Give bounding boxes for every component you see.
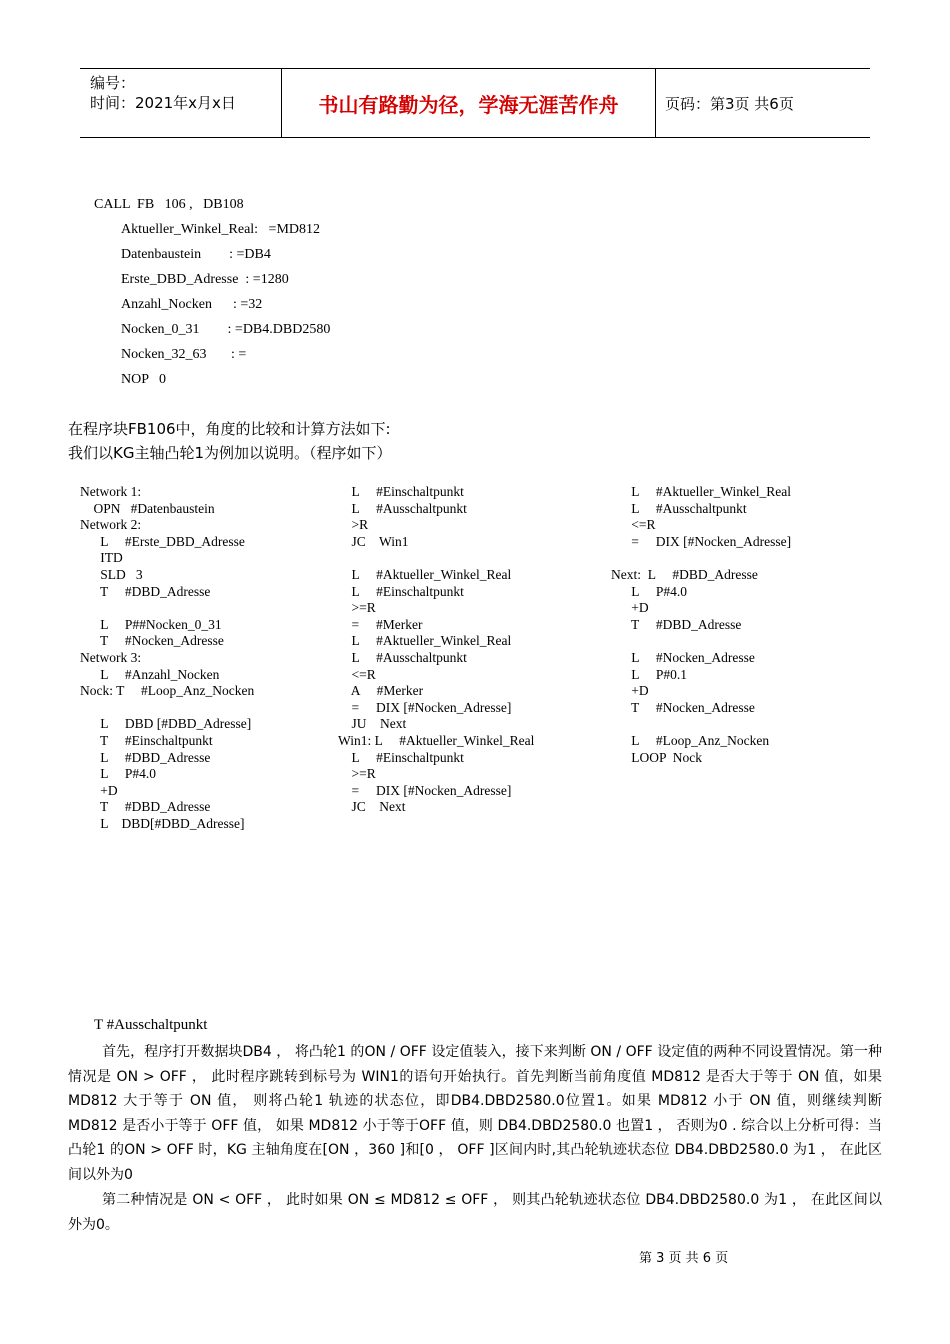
code-line: LOOP Nock xyxy=(611,749,702,765)
paragraph-text: 首先，程序打开数据块DB4 ， 将凸轮1 的ON / OFF 设定值装入，接下来判断 ON / OFF 设定值的两种不同设置情况。第一种情况是 ON > OFF ， 此时程序跳转到标号为 WIN1的语句开始执行。首先判断当前角度值 MD812 是否大于等于 ON 值，如果 MD812 大于等于 ON 值， 则将凸轮1 轨迹的状态位，即DB4.DBD2580.0位置1。如果 MD812 小于 ON 值，则继续判断 MD812 是否小于等于 OFF 值， 如果 MD812 小于等于OFF 值，则 DB4.DBD2580.0 也置1 ， 否则为0 . 综合以上分析可得：当凸轮1 的ON > OFF 时，KG 主轴角度在[ON ，360 ]和[0 ， OFF ]区间内时,其凸轮轨迹状态位 DB4.DBD2580.0 为1 ， 在此区间以外为0 xyxy=(68,1044,882,1183)
body-paragraph xyxy=(68,1040,882,1187)
code-line: L #Nocken_Adresse xyxy=(611,649,755,665)
call-line: NOP 0 xyxy=(121,372,166,387)
intro-text xyxy=(68,418,392,466)
date-label: 时间：2021年x月x日 xyxy=(90,94,236,112)
code-line: SLD 3 xyxy=(80,566,143,582)
code-line xyxy=(80,700,254,717)
call-line: Nocken_0_31 : =DB4.DBD2580 xyxy=(121,322,331,337)
call-line: Aktueller_Winkel_Real: =MD812 xyxy=(121,222,321,237)
code-line: >=R xyxy=(338,600,376,616)
code-line: = #Merker xyxy=(338,616,423,632)
code-line: L #Erste_DBD_Adresse xyxy=(80,533,245,549)
code-line: L #Aktueller_Winkel_Real xyxy=(611,484,792,499)
call-block xyxy=(94,196,330,396)
body-paragraph xyxy=(68,1188,882,1237)
code-column-2 xyxy=(338,484,534,816)
code-line: = DIX [#Nocken_Adresse] xyxy=(338,782,512,798)
call-line: Anzahl_Nocken : =32 xyxy=(121,297,263,312)
call-line: Erste_DBD_Adresse : =1280 xyxy=(121,272,289,287)
code-line: Next: L #DBD_Adresse xyxy=(611,566,758,582)
code-line: +D xyxy=(611,600,649,616)
number-label: 编号： xyxy=(90,74,136,92)
header-meta xyxy=(90,73,236,113)
call-line: CALL FB 106 , DB108 xyxy=(94,197,244,212)
code-line: L P#0.1 xyxy=(611,666,688,682)
code-line: T #Nocken_Adresse xyxy=(80,633,224,649)
code-line: Win1: L #Aktueller_Winkel_Real xyxy=(338,732,535,748)
code-line xyxy=(611,633,791,650)
code-line: T #DBD_Adresse xyxy=(80,583,211,599)
code-line: L #Ausschaltpunkt xyxy=(338,649,467,665)
call-line: Nocken_32_63 : = xyxy=(121,347,247,362)
code-line: L #Aktueller_Winkel_Real xyxy=(338,633,512,649)
code-line: Nock: T #Loop_Anz_Nocken xyxy=(80,683,255,699)
code-line: L #Ausschaltpunkt xyxy=(338,500,467,516)
code-line xyxy=(611,716,791,733)
code-line: L #Aktueller_Winkel_Real xyxy=(338,566,512,582)
code-line: T #Nocken_Adresse xyxy=(611,699,755,715)
code-line: JU Next xyxy=(338,716,407,732)
code-line: >=R xyxy=(338,766,376,782)
code-line: = DIX [#Nocken_Adresse] xyxy=(338,699,512,715)
code-line: L #Loop_Anz_Nocken xyxy=(611,732,770,748)
code-line: L #Einschaltpunkt xyxy=(338,484,464,499)
code-line: JC Win1 xyxy=(338,533,409,549)
code-line xyxy=(80,600,254,617)
code-line: L P#4.0 xyxy=(80,766,157,782)
code-line: L DBD[#DBD_Adresse] xyxy=(80,815,245,831)
code-line: T #DBD_Adresse xyxy=(611,616,742,632)
intro-line: 在程序块FB106中，角度的比较和计算方法如下: xyxy=(68,420,391,438)
code-line xyxy=(338,550,534,567)
code-line: L #DBD_Adresse xyxy=(80,749,211,765)
code-line: L #Einschaltpunkt xyxy=(338,749,464,765)
code-line: Network 2: xyxy=(80,517,142,533)
paragraph-text: 第二种情况是 ON < OFF ， 此时如果 ON ≤ MD812 ≤ OFF ， 则其凸轮轨迹状态位 DB4.DBD2580.0 为1 ， 在此区间以外为0。 xyxy=(68,1192,882,1233)
code-line: <=R xyxy=(338,666,376,682)
code-line: = DIX [#Nocken_Adresse] xyxy=(611,533,792,549)
call-line: Datenbaustein : =DB4 xyxy=(121,247,271,262)
code-line: ITD xyxy=(80,550,123,566)
page-footer: 第 3 页 共 6 页 xyxy=(639,1251,729,1266)
code-line xyxy=(611,550,791,567)
code-column-1 xyxy=(80,484,254,832)
code-line: L #Ausschaltpunkt xyxy=(611,500,747,516)
code-line: A #Merker xyxy=(338,683,424,699)
document-header xyxy=(80,68,870,138)
code-line: OPN #Datenbaustein xyxy=(80,500,215,516)
code-line: L DBD [#DBD_Adresse] xyxy=(80,716,252,732)
code-line: >R xyxy=(338,517,369,533)
header-motto: 书山有路勤为径，学海无涯苦作舟 xyxy=(318,92,619,117)
code-line: L P#4.0 xyxy=(611,583,688,599)
code-line: L #Anzahl_Nocken xyxy=(80,666,220,682)
code-line: <=R xyxy=(611,517,656,533)
code-line: +D xyxy=(80,782,118,798)
code-line: L P##Nocken_0_31 xyxy=(80,616,222,632)
header-divider xyxy=(655,69,656,137)
code-column-3 xyxy=(611,484,791,766)
code-line: Network 3: xyxy=(80,649,142,665)
code-line: T #DBD_Adresse xyxy=(80,799,211,815)
code-line: Network 1: xyxy=(80,484,142,499)
code-line: +D xyxy=(611,683,649,699)
tail-code-line: T #Ausschaltpunkt xyxy=(94,1017,208,1033)
intro-line: 我们以KG主轴凸轮1为例加以说明。（程序如下） xyxy=(68,444,392,462)
code-line: T #Einschaltpunkt xyxy=(80,732,213,748)
code-line: JC Next xyxy=(338,799,406,815)
header-page-label: 页码：第3页 共6页 xyxy=(665,94,794,113)
code-line: L #Einschaltpunkt xyxy=(338,583,464,599)
